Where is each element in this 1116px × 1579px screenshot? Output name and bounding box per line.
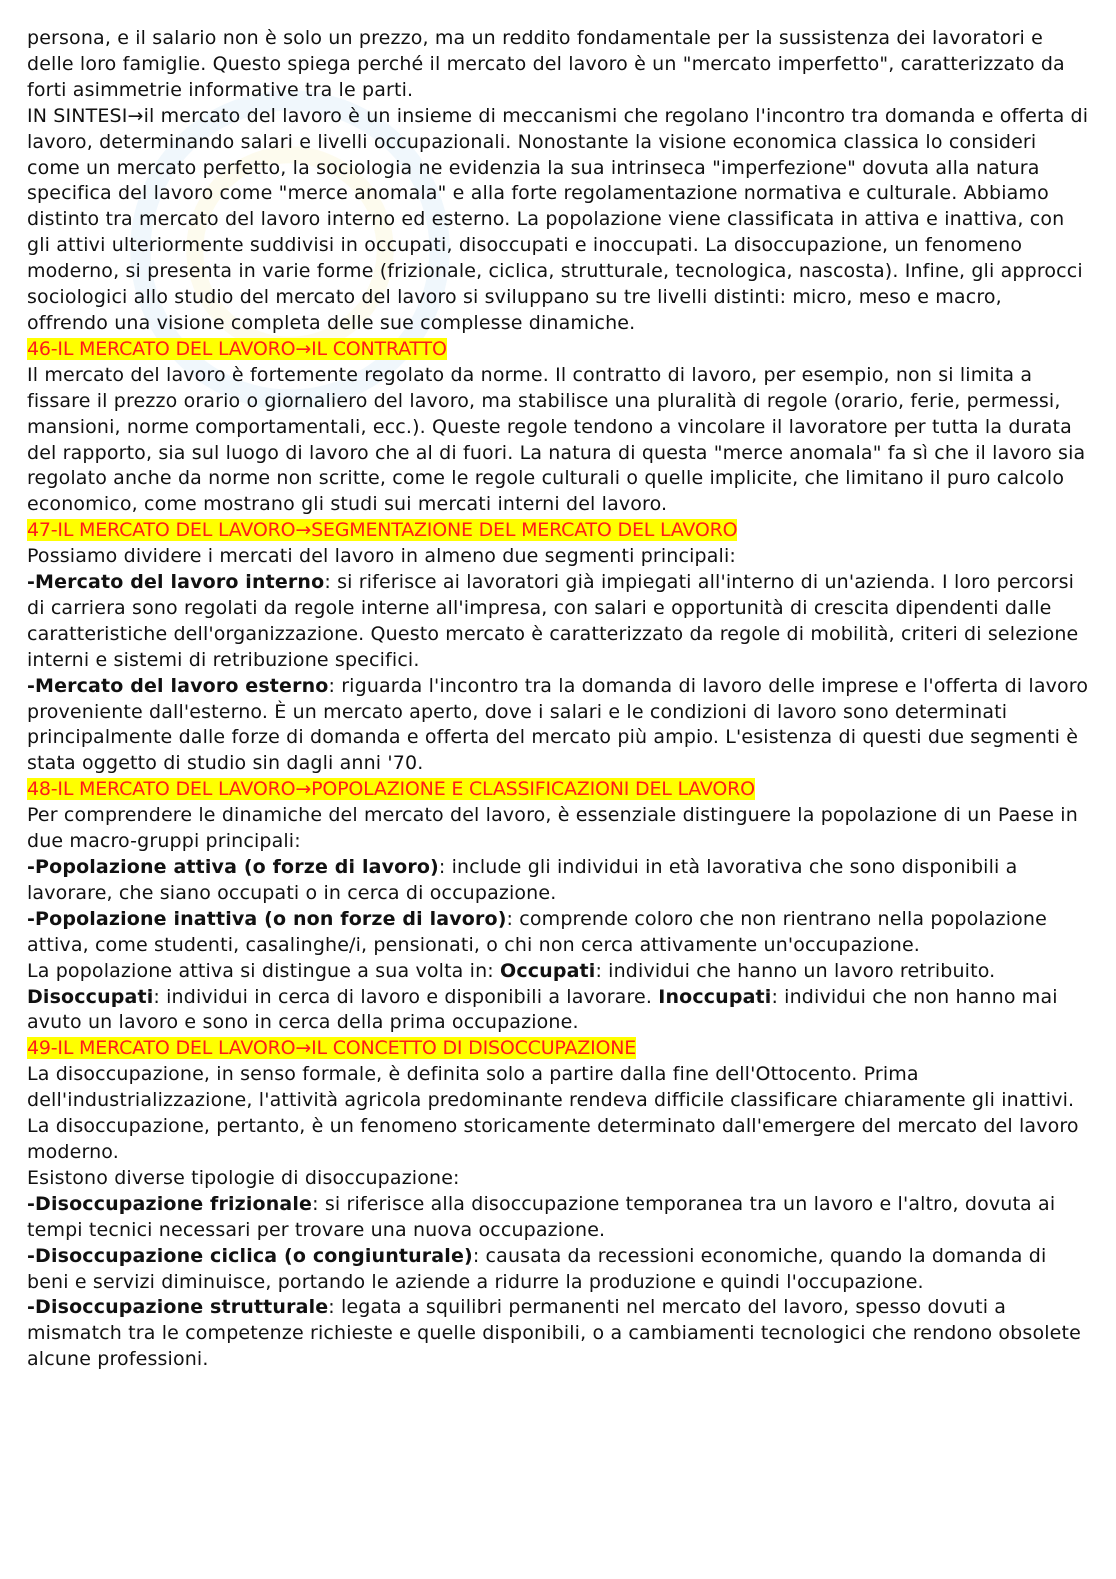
term: -Popolazione attiva (o forze di lavoro) — [27, 856, 439, 878]
document-page — [27, 26, 1089, 1373]
frictional-unemployment-item: -Disoccupazione frizionale: si riferisce alla disoccupazione temporanea tra un lavoro e l'altro, dovuta ai tempi tecnici necessari per trovare una nuova occupazione. — [27, 1192, 1056, 1241]
intro-paragraph: persona, e il salario non è solo un prezzo, ma un reddito fondamentale per la sussistenza dei lavoratori e delle loro famiglie. Questo spiega perché il mercato del lavoro è un "mercato imperfetto", caratterizzato da forti asimmetrie informative tra le parti. — [27, 27, 1065, 101]
section-49-paragraph: La disoccupazione, in senso formale, è definita solo a partire dalla fine dell'Ottocento. Prima dell'industrializzazione, l'attività agricola predominante rendeva difficile classificare chiaramente gli inattivi. La disoccupazione, pertanto, è un fenomeno storicamente determinato dall'emergere del mercato del lavoro moderno. — [27, 1063, 1079, 1163]
section-46-heading: 46-IL MERCATO DEL LAVORO→IL CONTRATTO — [27, 337, 447, 360]
section-48-intro: Per comprendere le dinamiche del mercato del lavoro, è essenziale distinguere la popolazione di un Paese in due macro-gruppi principali: — [27, 804, 1078, 853]
section-47-intro: Possiamo dividere i mercati del lavoro in almeno due segmenti principali: — [27, 545, 736, 568]
internal-market-item: -Mercato del lavoro interno: si riferisce ai lavoratori già impiegati all'interno di un'azienda. I loro percorsi di carriera sono regolati da regole interne all'impresa, con salari e opportunità di crescita dipendenti dalle caratteristiche dell'organizzazione. Questo mercato è caratterizzato da regole di mobilità, criteri di selezione interni e sistemi di retribuzione specifici. — [27, 571, 1079, 671]
term: -Disoccupazione frizionale — [27, 1192, 313, 1215]
term: -Mercato del lavoro esterno — [27, 674, 329, 697]
term: -Disoccupazione ciclica (o congiunturale) — [27, 1244, 473, 1267]
section-48-heading: 48-IL MERCATO DEL LAVORO→POPOLAZIONE E CLASSIFICAZIONI DEL LAVORO — [27, 778, 755, 801]
term: -Disoccupazione strutturale — [27, 1296, 329, 1319]
term: Inoccupati — [658, 985, 772, 1008]
term: Occupati — [500, 959, 596, 982]
structural-unemployment-item: -Disoccupazione strutturale: legata a squilibri permanenti nel mercato del lavoro, spesso dovuti a mismatch tra le competenze richieste e quelle disponibili, o a cambiamenti tecnologici che rendono obsolete alcune professioni. — [27, 1296, 1081, 1371]
section-49-types-intro: Esistono diverse tipologie di disoccupazione: — [27, 1166, 460, 1189]
external-market-item: -Mercato del lavoro esterno: riguarda l'incontro tra la domanda di lavoro delle imprese e l'offerta di lavoro proveniente dall'esterno. È un mercato aperto, dove i salari e le condizioni di lavoro sono determinati principalmente dalle forze di domanda e offerta del mercato più ampio. L'esistenza di questi due segmenti è stata oggetto di studio sin dagli anni '70. — [27, 674, 1089, 775]
section-47-heading: 47-IL MERCATO DEL LAVORO→SEGMENTAZIONE DEL MERCATO DEL LAVORO — [27, 519, 738, 542]
section-49-heading: 49-IL MERCATO DEL LAVORO→IL CONCETTO DI DISOCCUPAZIONE — [27, 1037, 637, 1060]
summary-paragraph: IN SINTESI→il mercato del lavoro è un insieme di meccanismi che regolano l'incontro tra domanda e offerta di lavoro, determinando salari e livelli occupazionali. Nonostante la visione economica classica lo consideri come un mercato perfetto, la sociologia ne evidenzia la sua intrinseca "imperfezione" dovuta alla natura specifica del lavoro come "merce anomala" e alla forte regolamentazione normativa e culturale. Abbiamo distinto tra mercato del lavoro interno ed esterno. La popolazione viene classificata in attiva e inattiva, con gli attivi ulteriormente suddivisi in occupati, disoccupati e inoccupati. La disoccupazione, un fenomeno moderno, si presenta in varie forme (frizionale, ciclica, strutturale, tecnologica, nascosta). Infine, gli approcci sociologici allo studio del mercato del lavoro si sviluppano su tre livelli distinti: micro, meso e macro, offrendo una visione completa delle sue complesse dinamiche. — [27, 104, 1089, 334]
inactive-population-item: -Popolazione inattiva (o non forze di lavoro): comprende coloro che non rientrano nella popolazione attiva, come studenti, casalinghe/i, pensionati, o chi non cerca attivamente un'occupazione. — [27, 907, 1047, 956]
section-46-paragraph: Il mercato del lavoro è fortemente regolato da norme. Il contratto di lavoro, per esempio, non si limita a fissare il prezzo orario o giornaliero del lavoro, ma stabilisce una pluralità di regole (orario, ferie, permessi, mansioni, norme comportamentali, ecc.). Queste regole tendono a vincolare il lavoratore per tutta la durata del rapporto, sia sul luogo di lavoro che al di fuori. La natura di questa "merce anomala" fa sì che il lavoro sia regolato anche da norme non scritte, come le regole culturali o quelle implicite, che limitano il puro calcolo economico, come mostrano gli studi sui mercati interni del lavoro. — [27, 363, 1086, 516]
cyclical-unemployment-item: -Disoccupazione ciclica (o congiunturale): causata da recessioni economiche, quando la domanda di beni e servizi diminuisce, portando le aziende a ridurre la produzione e quindi l'occupazione. — [27, 1244, 1047, 1293]
term: -Mercato del lavoro interno — [27, 571, 325, 594]
term: -Popolazione inattiva (o non forze di lavoro) — [27, 907, 507, 930]
active-population-item: -Popolazione attiva (o forze di lavoro): include gli individui in età lavorativa che sono disponibili a lavorare, che siano occupati o in cerca di occupazione. — [27, 856, 1018, 904]
active-population-breakdown: La popolazione attiva si distingue a sua volta in: Occupati: individui che hanno un lavoro retribuito. Disoccupati: individui in cerca di lavoro e disponibili a lavorare. Inoccupati: individui che non hanno mai avuto un lavoro e sono in cerca della prima occupazione. — [27, 959, 1058, 1034]
term: Disoccupati — [27, 985, 154, 1008]
